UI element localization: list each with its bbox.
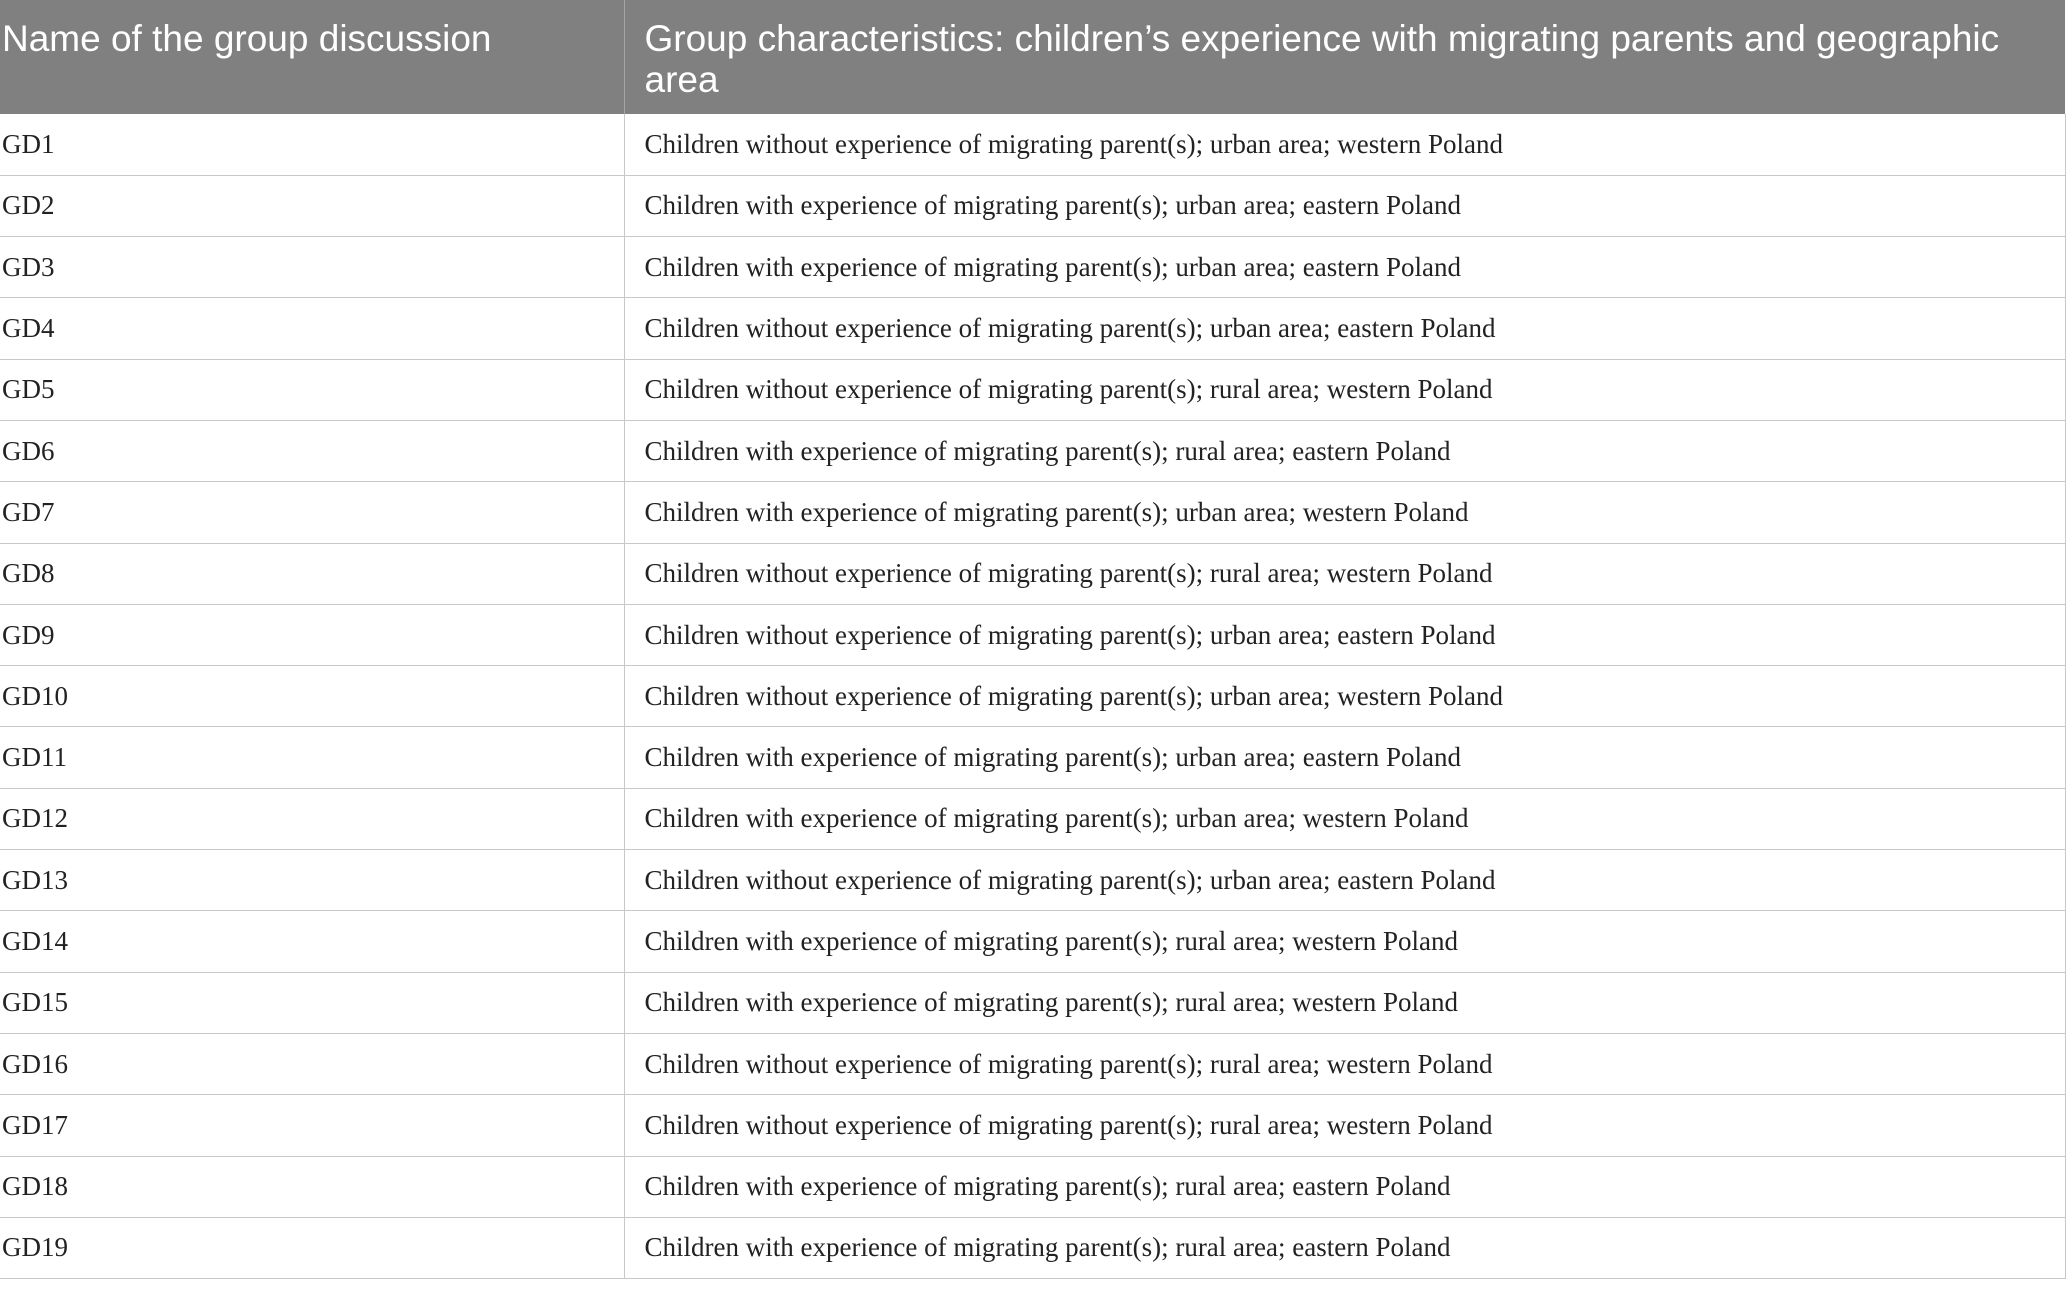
cell-group-characteristics: Children without experience of migrating parent(s); rural area; western Poland — [624, 1095, 2065, 1156]
cell-group-characteristics: Children without experience of migrating parent(s); rural area; western Poland — [624, 543, 2065, 604]
cell-group-characteristics: Children without experience of migrating parent(s); urban area; western Poland — [624, 666, 2065, 727]
cell-group-name: GD11 — [0, 727, 624, 788]
table-row — [0, 1217, 2065, 1278]
cell-group-name: GD16 — [0, 1033, 624, 1094]
cell-group-name: GD3 — [0, 237, 624, 298]
cell-group-characteristics: Children with experience of migrating parent(s); rural area; eastern Poland — [624, 420, 2065, 481]
table-row — [0, 850, 2065, 911]
table-row — [0, 359, 2065, 420]
table-row — [0, 666, 2065, 727]
cell-group-name: GD4 — [0, 298, 624, 359]
cell-group-characteristics: Children with experience of migrating parent(s); rural area; western Poland — [624, 972, 2065, 1033]
table-row — [0, 482, 2065, 543]
cell-group-name: GD15 — [0, 972, 624, 1033]
cell-group-name: GD19 — [0, 1217, 624, 1278]
table-row — [0, 543, 2065, 604]
cell-group-name: GD17 — [0, 1095, 624, 1156]
table-row — [0, 1095, 2065, 1156]
cell-group-characteristics: Children with experience of migrating parent(s); urban area; eastern Poland — [624, 237, 2065, 298]
cell-group-characteristics: Children with experience of migrating parent(s); rural area; western Poland — [624, 911, 2065, 972]
cell-group-characteristics: Children with experience of migrating parent(s); urban area; western Poland — [624, 482, 2065, 543]
cell-group-characteristics: Children without experience of migrating parent(s); urban area; western Poland — [624, 114, 2065, 175]
cell-group-name: GD18 — [0, 1156, 624, 1217]
table-row — [0, 420, 2065, 481]
cell-group-name: GD2 — [0, 175, 624, 236]
table-row — [0, 911, 2065, 972]
table-row — [0, 114, 2065, 175]
cell-group-name: GD8 — [0, 543, 624, 604]
cell-group-name: GD5 — [0, 359, 624, 420]
header-group-name: Name of the group discussion — [0, 0, 624, 114]
table-row — [0, 604, 2065, 665]
cell-group-name: GD14 — [0, 911, 624, 972]
table-row — [0, 972, 2065, 1033]
table-row — [0, 237, 2065, 298]
cell-group-characteristics: Children without experience of migrating parent(s); urban area; eastern Poland — [624, 850, 2065, 911]
cell-group-characteristics: Children with experience of migrating parent(s); urban area; eastern Poland — [624, 727, 2065, 788]
table-row — [0, 298, 2065, 359]
cell-group-characteristics: Children with experience of migrating parent(s); rural area; eastern Poland — [624, 1156, 2065, 1217]
header-group-characteristics: Group characteristics: children’s experience with migrating parents and geographic area — [624, 0, 2065, 114]
header-row — [0, 0, 2065, 114]
table-row — [0, 727, 2065, 788]
table-row — [0, 1156, 2065, 1217]
cell-group-name: GD13 — [0, 850, 624, 911]
cell-group-characteristics: Children without experience of migrating parent(s); rural area; western Poland — [624, 359, 2065, 420]
cell-group-characteristics: Children with experience of migrating parent(s); urban area; western Poland — [624, 788, 2065, 849]
cell-group-name: GD1 — [0, 114, 624, 175]
cell-group-name: GD6 — [0, 420, 624, 481]
table-row — [0, 175, 2065, 236]
table-header — [0, 0, 2065, 114]
table-row — [0, 788, 2065, 849]
table-row — [0, 1033, 2065, 1094]
cell-group-name: GD12 — [0, 788, 624, 849]
cell-group-name: GD7 — [0, 482, 624, 543]
cell-group-characteristics: Children without experience of migrating parent(s); urban area; eastern Poland — [624, 298, 2065, 359]
cell-group-characteristics: Children without experience of migrating parent(s); rural area; western Poland — [624, 1033, 2065, 1094]
cell-group-name: GD10 — [0, 666, 624, 727]
cell-group-name: GD9 — [0, 604, 624, 665]
cell-group-characteristics: Children with experience of migrating parent(s); urban area; eastern Poland — [624, 175, 2065, 236]
cell-group-characteristics: Children without experience of migrating parent(s); urban area; eastern Poland — [624, 604, 2065, 665]
table-body — [0, 114, 2065, 1279]
cell-group-characteristics: Children with experience of migrating parent(s); rural area; eastern Poland — [624, 1217, 2065, 1278]
